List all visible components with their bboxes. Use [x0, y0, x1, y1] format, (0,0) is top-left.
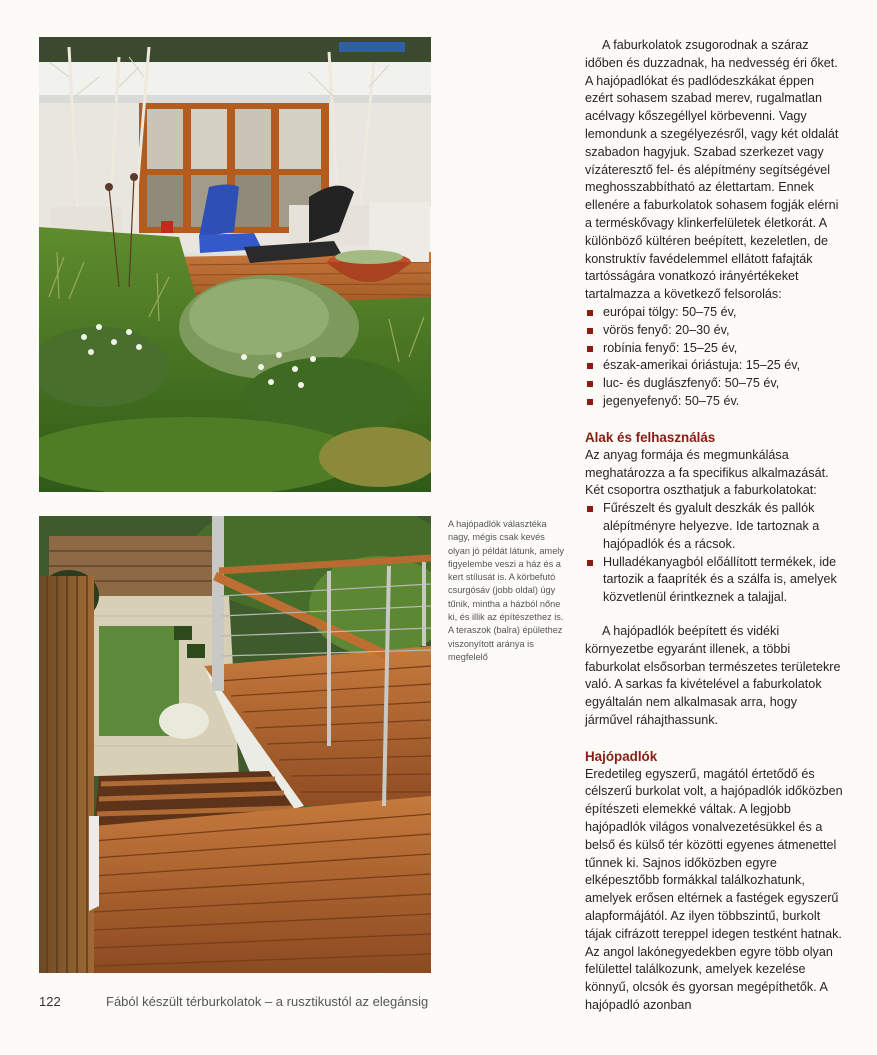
- roof-terrace-photo: [39, 37, 431, 492]
- photo-caption: [448, 518, 568, 664]
- list-item: Fűrészelt és gyalult deszkák és pallók alépítményre helyezve. Ide tartoznak a hajópadlók és a rácsok.: [585, 500, 843, 553]
- list-item: robínia fenyő: 15–25 év,: [585, 340, 843, 358]
- heading-alak-es-felhasznalas: Alak és felhasználás: [585, 429, 716, 445]
- form-paragraph: Az anyag formája és megmunkálása meghatározza a fa specifikus alkalmazását. Két csoportra oszthatjuk a faburkolatokat:: [585, 447, 829, 498]
- caption-text: A hajópadlók választéka nagy, mégis csak kevés olyan jó példát látunk, amely figyelembe veszi a ház és a kert stílusát is. A körbefutó csurgósáv (jobb oldal) úgy tűnik, mintha a házból nőne ki, és illik az építészethez is. A teraszok (balra) épülethez viszonyított aránya is megfelelő: [448, 519, 564, 662]
- deck-steps-photo: [39, 516, 431, 973]
- durability-list: [585, 304, 843, 411]
- list-item: észak-amerikai óriástuja: 15–25 év,: [585, 357, 843, 375]
- list-item: vörös fenyő: 20–30 év,: [585, 322, 843, 340]
- list-item: jegenyefenyő: 50–75 év.: [585, 393, 843, 411]
- roof-terrace-illustration: [39, 37, 431, 492]
- list-item: Hulladékanyagból előállított termékek, ide tartozik a faapríték és a szálfa is, amelyek közvetlenül érintkeznek a talajjal.: [585, 554, 843, 607]
- usage-paragraph: A hajópadlók beépített és vidéki környezetbe egyaránt illenek, a többi faburkolat elsősorban természetes területekre való. A sarkas fa kivételével a faburkolatok egyáltalán nem alkalmasak arra, hogy járművel ráhajthassunk.: [585, 623, 841, 727]
- list-item: európai tölgy: 50–75 év,: [585, 304, 843, 322]
- list-item: luc- és duglászfenyő: 50–75 év,: [585, 375, 843, 393]
- deck-steps-illustration: [39, 516, 431, 973]
- running-title: Fából készült térburkolatok – a rusztikustól az elegánsig: [106, 994, 429, 1009]
- text-column: [585, 37, 843, 1015]
- intro-paragraph: A faburkolatok zsugorodnak a száraz időben és duzzadnak, ha nedvesség éri őket. A hajópadlókat és padlódeszkákat éppen ezért sohasem szabad merev, rugalmatlan acélvagy kőszegéllyel körbevenni. Vagy lemondunk a szegélyezésről, vagy két oldalát szabadon hagyjuk. Szabad szerkezet vagy vízáteresztő fel- és alépítmény segítségével meghosszabbítható az élettartam. Ennek ellenére a faburkolatok sohasem fogják elérni a terméskővagy klinkerfelületek életkorát. A különböző kültéren beépített, kezeletlen, de konstruktív favédelemmel ellátott fafajták tartósságára vonatkozó irányértékeket tartalmazza a következő felsorolás:: [585, 38, 839, 302]
- page-number: 122: [39, 994, 61, 1009]
- decking-paragraph: Eredetileg egyszerű, magától értetődő és célszerű burkolat volt, a hajópadlók időközben építészeti elemekké váltak. A legjobb hajópadlók világos vonalvezetésükkel és a belső és külső tér közötti egyenes átmenettel tűnnek ki. Sajnos időközben egyre elképesztőbb formákkal találkozhatunk, amelyek erősen eltérnek a fastégek egyszerű alapformájától. Az ilyen többszintű, burkolt tájak cifrázott tereppel idegen testként hatnak. Az angol lakónegyedekben egyre több olyan felülettel találkozunk, amelyek kezelése könnyű, olcsók és gyorsan megépíthetők. A hajópadló azonban: [585, 766, 843, 1013]
- types-list: [585, 500, 843, 607]
- heading-hajopadlok: Hajópadlók: [585, 748, 658, 764]
